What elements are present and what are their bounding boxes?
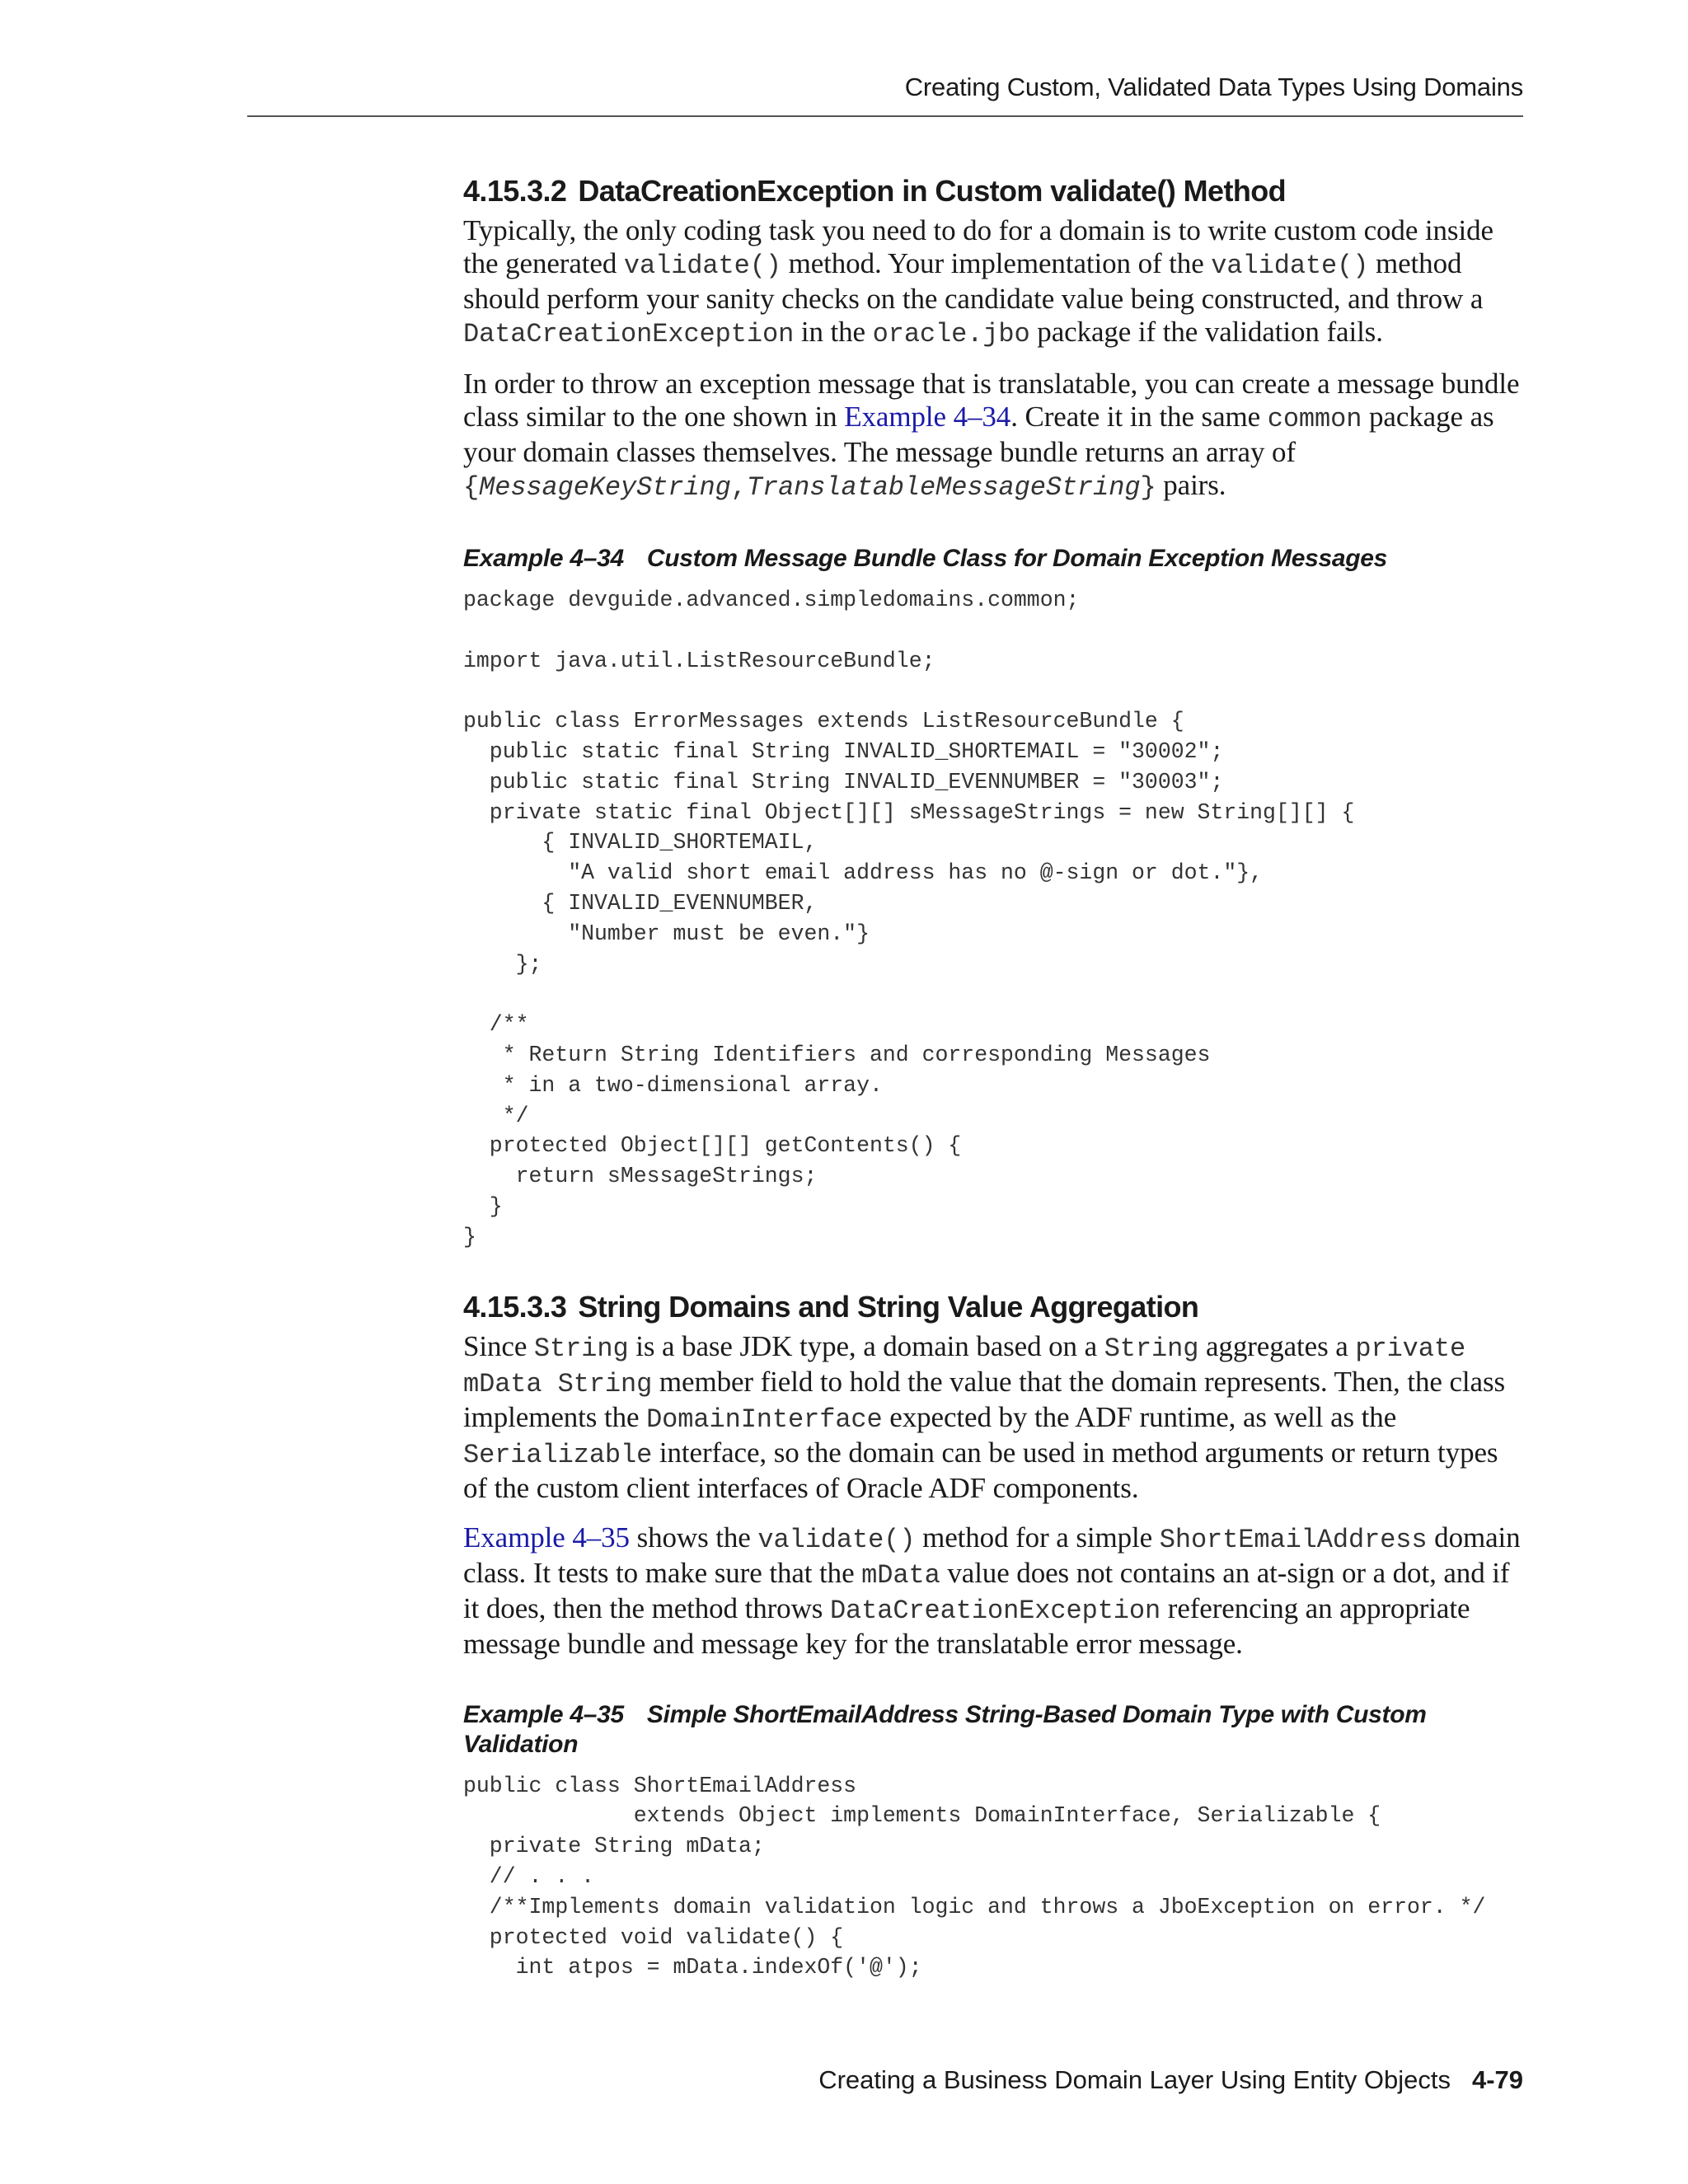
- text: in the: [794, 316, 873, 348]
- section-number: 4.15.3.2: [463, 174, 567, 208]
- text: expected by the ADF runtime, as well as the: [882, 1400, 1397, 1433]
- inline-code: validate(): [1211, 251, 1369, 281]
- code-line: int atpos = mData.indexOf('@');: [463, 1955, 922, 1980]
- example-title: Custom Message Bundle Class for Domain Exception Messages: [646, 545, 1388, 572]
- inline-code-italic: TranslatableMessageString: [746, 472, 1141, 503]
- code-line: /**Implements domain validation logic and throws a JboException on error. */: [463, 1894, 1486, 1919]
- inline-code: validate(): [757, 1524, 916, 1555]
- text: Typically, the only coding task you need to do for a domain is to write custom code inside the generated: [463, 214, 1493, 279]
- example-title: Simple ShortEmailAddress String-Based Domain Type with Custom Validation: [463, 1700, 1427, 1758]
- inline-code: Serializable: [463, 1439, 653, 1470]
- inline-code: ,: [730, 472, 747, 503]
- text: interface, so the domain can be used in method arguments or return types of the custom client interfaces of Oracle ADF components.: [463, 1436, 1498, 1504]
- section-title: String Domains and String Value Aggregation: [578, 1289, 1199, 1324]
- code-block: [463, 1771, 1523, 1984]
- code-line: [463, 676, 1523, 706]
- code-line: import java.util.ListResourceBundle;: [463, 648, 935, 673]
- section-title: DataCreationException in Custom validate() Method: [578, 174, 1287, 208]
- text: method should perform your sanity checks on the candidate value being constructed, and throw a: [463, 247, 1484, 315]
- code-line: /**: [463, 1012, 529, 1038]
- text: is a base JDK type, a domain based on a: [628, 1329, 1104, 1362]
- code-line: private String mData;: [463, 1834, 765, 1859]
- code-block: [463, 585, 1523, 1253]
- code-line: { INVALID_EVENNUMBER,: [463, 890, 818, 916]
- text: package if the validation fails.: [1029, 316, 1383, 348]
- inline-code: common: [1267, 404, 1362, 434]
- code-line: };: [463, 951, 542, 977]
- code-line: package devguide.advanced.simpledomains.common;: [463, 588, 1080, 612]
- code-line: "A valid short email address has no @-sign or dot."},: [463, 860, 1264, 886]
- example-label: Example 4–34: [463, 545, 624, 572]
- paragraph: [463, 1521, 1523, 1661]
- text: method. Your implementation of the: [781, 247, 1212, 279]
- code-line: [463, 616, 1523, 646]
- code-line: public static final String INVALID_EVENNUMBER = "30003";: [463, 769, 1224, 794]
- inline-code: String: [1104, 1333, 1199, 1364]
- text: member field to hold the value that the domain represents. Then, the class implements the: [463, 1365, 1505, 1433]
- code-line: public class ShortEmailAddress: [463, 1773, 857, 1798]
- example-caption: [463, 1700, 1523, 1760]
- text: shows the: [629, 1521, 758, 1554]
- code-line: public class ErrorMessages extends ListResourceBundle {: [463, 709, 1184, 734]
- code-line: }: [463, 1193, 503, 1219]
- code-line: * in a two-dimensional array.: [463, 1072, 883, 1098]
- inline-code: String: [533, 1333, 629, 1364]
- paragraph: [463, 214, 1523, 351]
- example-4-35-link[interactable]: Example 4–35: [463, 1521, 630, 1554]
- example-label: Example 4–35: [463, 1700, 624, 1728]
- example-4-34-link[interactable]: Example 4–34: [844, 401, 1011, 433]
- code-line: */: [463, 1103, 529, 1128]
- text: value does not contains an at-sign or a dot, and if it does, then the method throws: [463, 1556, 1510, 1624]
- code-line: [463, 979, 1523, 1010]
- section-number: 4.15.3.3: [463, 1289, 567, 1324]
- code-line: extends Object implements DomainInterface, Serializable {: [463, 1803, 1381, 1829]
- footer-chapter-title: Creating a Business Domain Layer Using Entity Objects: [818, 2065, 1451, 2094]
- code-line: protected Object[][] getContents() {: [463, 1133, 962, 1159]
- section-heading-4-15-3-2: [463, 173, 1523, 209]
- inline-code: mData: [861, 1559, 940, 1591]
- running-header: Creating Custom, Validated Data Types Using Domains: [904, 73, 1523, 101]
- page-number: 4-79: [1471, 2065, 1523, 2094]
- code-line: private static final Object[][] sMessageStrings = new String[][] {: [463, 799, 1355, 825]
- code-line: public static final String INVALID_SHORTEMAIL = "30002";: [463, 738, 1224, 764]
- inline-code: DataCreationException: [829, 1595, 1161, 1626]
- example-caption: [463, 544, 1523, 574]
- text: pairs.: [1156, 469, 1226, 501]
- inline-code: DomainInterface: [646, 1404, 883, 1435]
- text: referencing an appropriate message bundle and message key for the translatable error message.: [463, 1591, 1470, 1660]
- text: aggregates a: [1198, 1329, 1356, 1362]
- code-line: { INVALID_SHORTEMAIL,: [463, 830, 818, 855]
- inline-code: {: [463, 472, 480, 503]
- text: package as your domain classes themselves. The message bundle returns an array of: [463, 401, 1494, 468]
- inline-code: oracle.jbo: [872, 319, 1030, 349]
- running-footer: [818, 2065, 1523, 2095]
- code-line: }: [463, 1224, 476, 1249]
- inline-code: validate(): [623, 251, 781, 281]
- code-line: protected void validate() {: [463, 1924, 844, 1950]
- inline-code: }: [1140, 472, 1156, 503]
- header-rule: [247, 115, 1523, 117]
- text: method for a simple: [915, 1521, 1160, 1554]
- inline-code: ShortEmailAddress: [1159, 1524, 1428, 1555]
- text: In order to throw an exception message that is translatable, you can create a message bundle class similar to the one shown in: [463, 368, 1520, 433]
- paragraph: [463, 368, 1523, 504]
- page-content: [463, 173, 1523, 1983]
- inline-code: private mData String: [463, 1333, 1466, 1399]
- section-heading-4-15-3-3: [463, 1289, 1523, 1325]
- inline-code-italic: MessageKeyString: [479, 472, 731, 503]
- text: Since: [463, 1329, 534, 1362]
- code-line: "Number must be even."}: [463, 921, 870, 946]
- code-line: return sMessageStrings;: [463, 1164, 818, 1189]
- code-line: // . . .: [463, 1863, 595, 1889]
- code-line: * Return String Identifiers and corresponding Messages: [463, 1042, 1211, 1067]
- paragraph: [463, 1330, 1523, 1505]
- inline-code: DataCreationException: [463, 319, 795, 349]
- text: domain class. It tests to make sure that the: [463, 1521, 1521, 1589]
- text: . Create it in the same: [1010, 401, 1268, 433]
